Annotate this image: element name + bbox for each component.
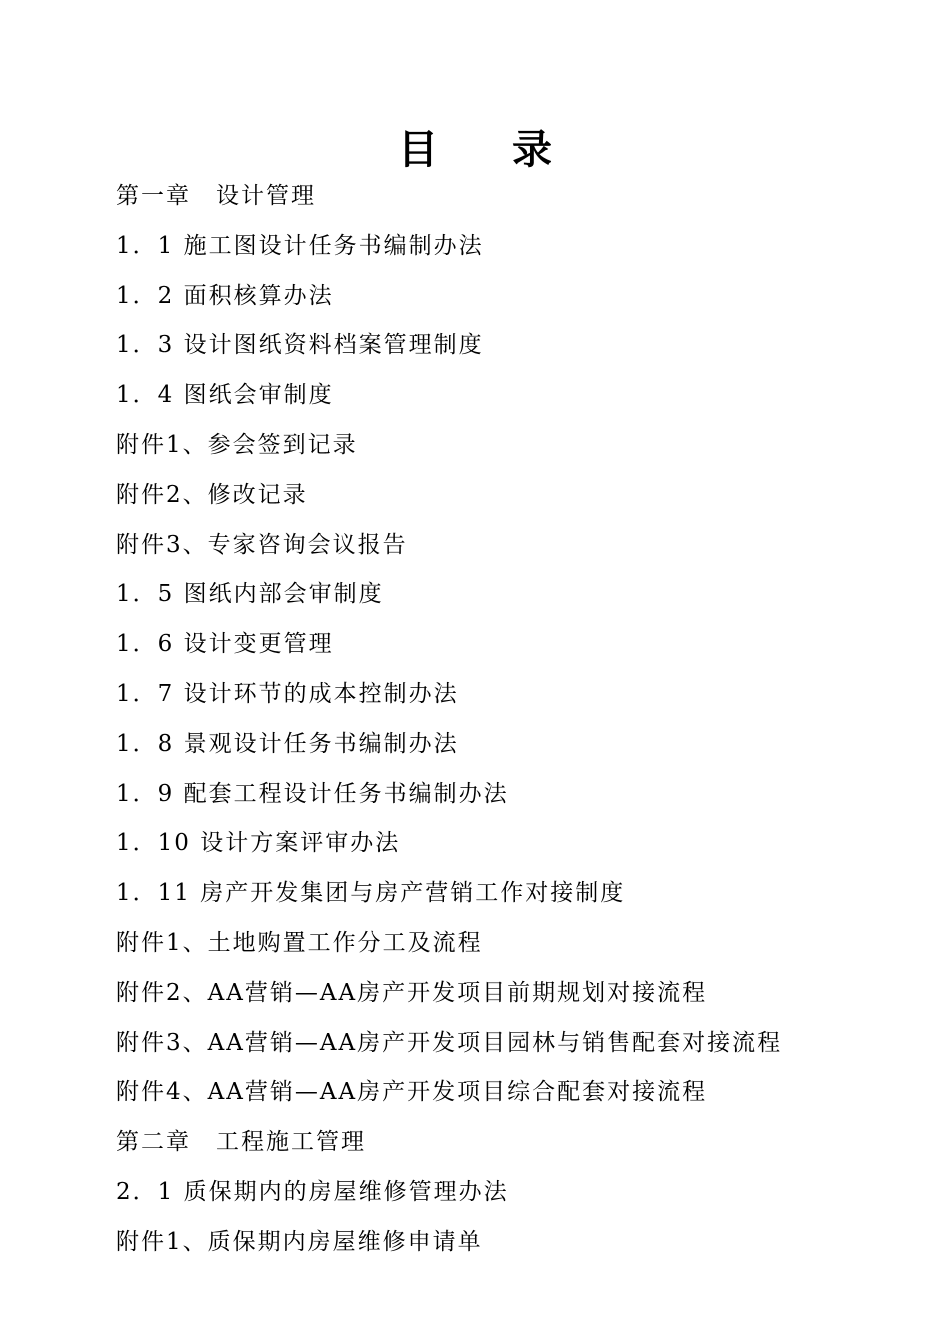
toc-attachment-1-11-3: 附件3、AA营销—AA房产开发项目园林与销售配套对接流程: [116, 1029, 783, 1056]
toc-entry-1-7: 1．7 设计环节的成本控制办法: [116, 680, 459, 707]
toc-entry-1-11: 1．11 房产开发集团与房产营销工作对接制度: [116, 880, 626, 907]
toc-entry-1-8: 1．8 景观设计任务书编制办法: [116, 730, 459, 757]
toc-title: [0, 122, 950, 178]
toc-chapter-2: 第二章 工程施工管理: [116, 1129, 366, 1156]
toc-attachment-2-1-1: 附件1、质保期内房屋维修申请单: [116, 1228, 483, 1255]
toc-chapter-1: 第一章 设计管理: [116, 183, 316, 209]
toc-entry-1-1: 1．1 施工图设计任务书编制办法: [116, 232, 484, 259]
toc-entry-1-6: 1．6 设计变更管理: [116, 631, 334, 658]
toc-entry-1-3: 1．3 设计图纸资料档案管理制度: [116, 332, 484, 359]
toc-entry-2-1: 2．1 质保期内的房屋维修管理办法: [116, 1178, 509, 1205]
toc-entry-1-10: 1．10 设计方案评审办法: [116, 830, 401, 857]
toc-title-char-1: 目: [398, 127, 438, 173]
toc-attachment-1-11-1: 附件1、土地购置工作分工及流程: [116, 929, 483, 956]
toc-attachment-1-4-3: 附件3、专家咨询会议报告: [116, 531, 408, 558]
toc-entry-1-4: 1．4 图纸会审制度: [116, 382, 334, 409]
toc-attachment-1-4-1: 附件1、参会签到记录: [116, 431, 358, 458]
toc-entry-1-9: 1．9 配套工程设计任务书编制办法: [116, 780, 509, 807]
toc-entry-1-2: 1．2 面积核算办法: [116, 282, 334, 309]
toc-title-char-2: 录: [512, 127, 552, 173]
toc-entry-1-5: 1．5 图纸内部会审制度: [116, 581, 384, 608]
toc-attachment-1-11-4: 附件4、AA营销—AA房产开发项目综合配套对接流程: [116, 1079, 708, 1106]
toc-list: [116, 176, 906, 1272]
toc-attachment-1-4-2: 附件2、修改记录: [116, 481, 308, 508]
toc-attachment-1-11-2: 附件2、AA营销—AA房产开发项目前期规划对接流程: [116, 979, 708, 1006]
